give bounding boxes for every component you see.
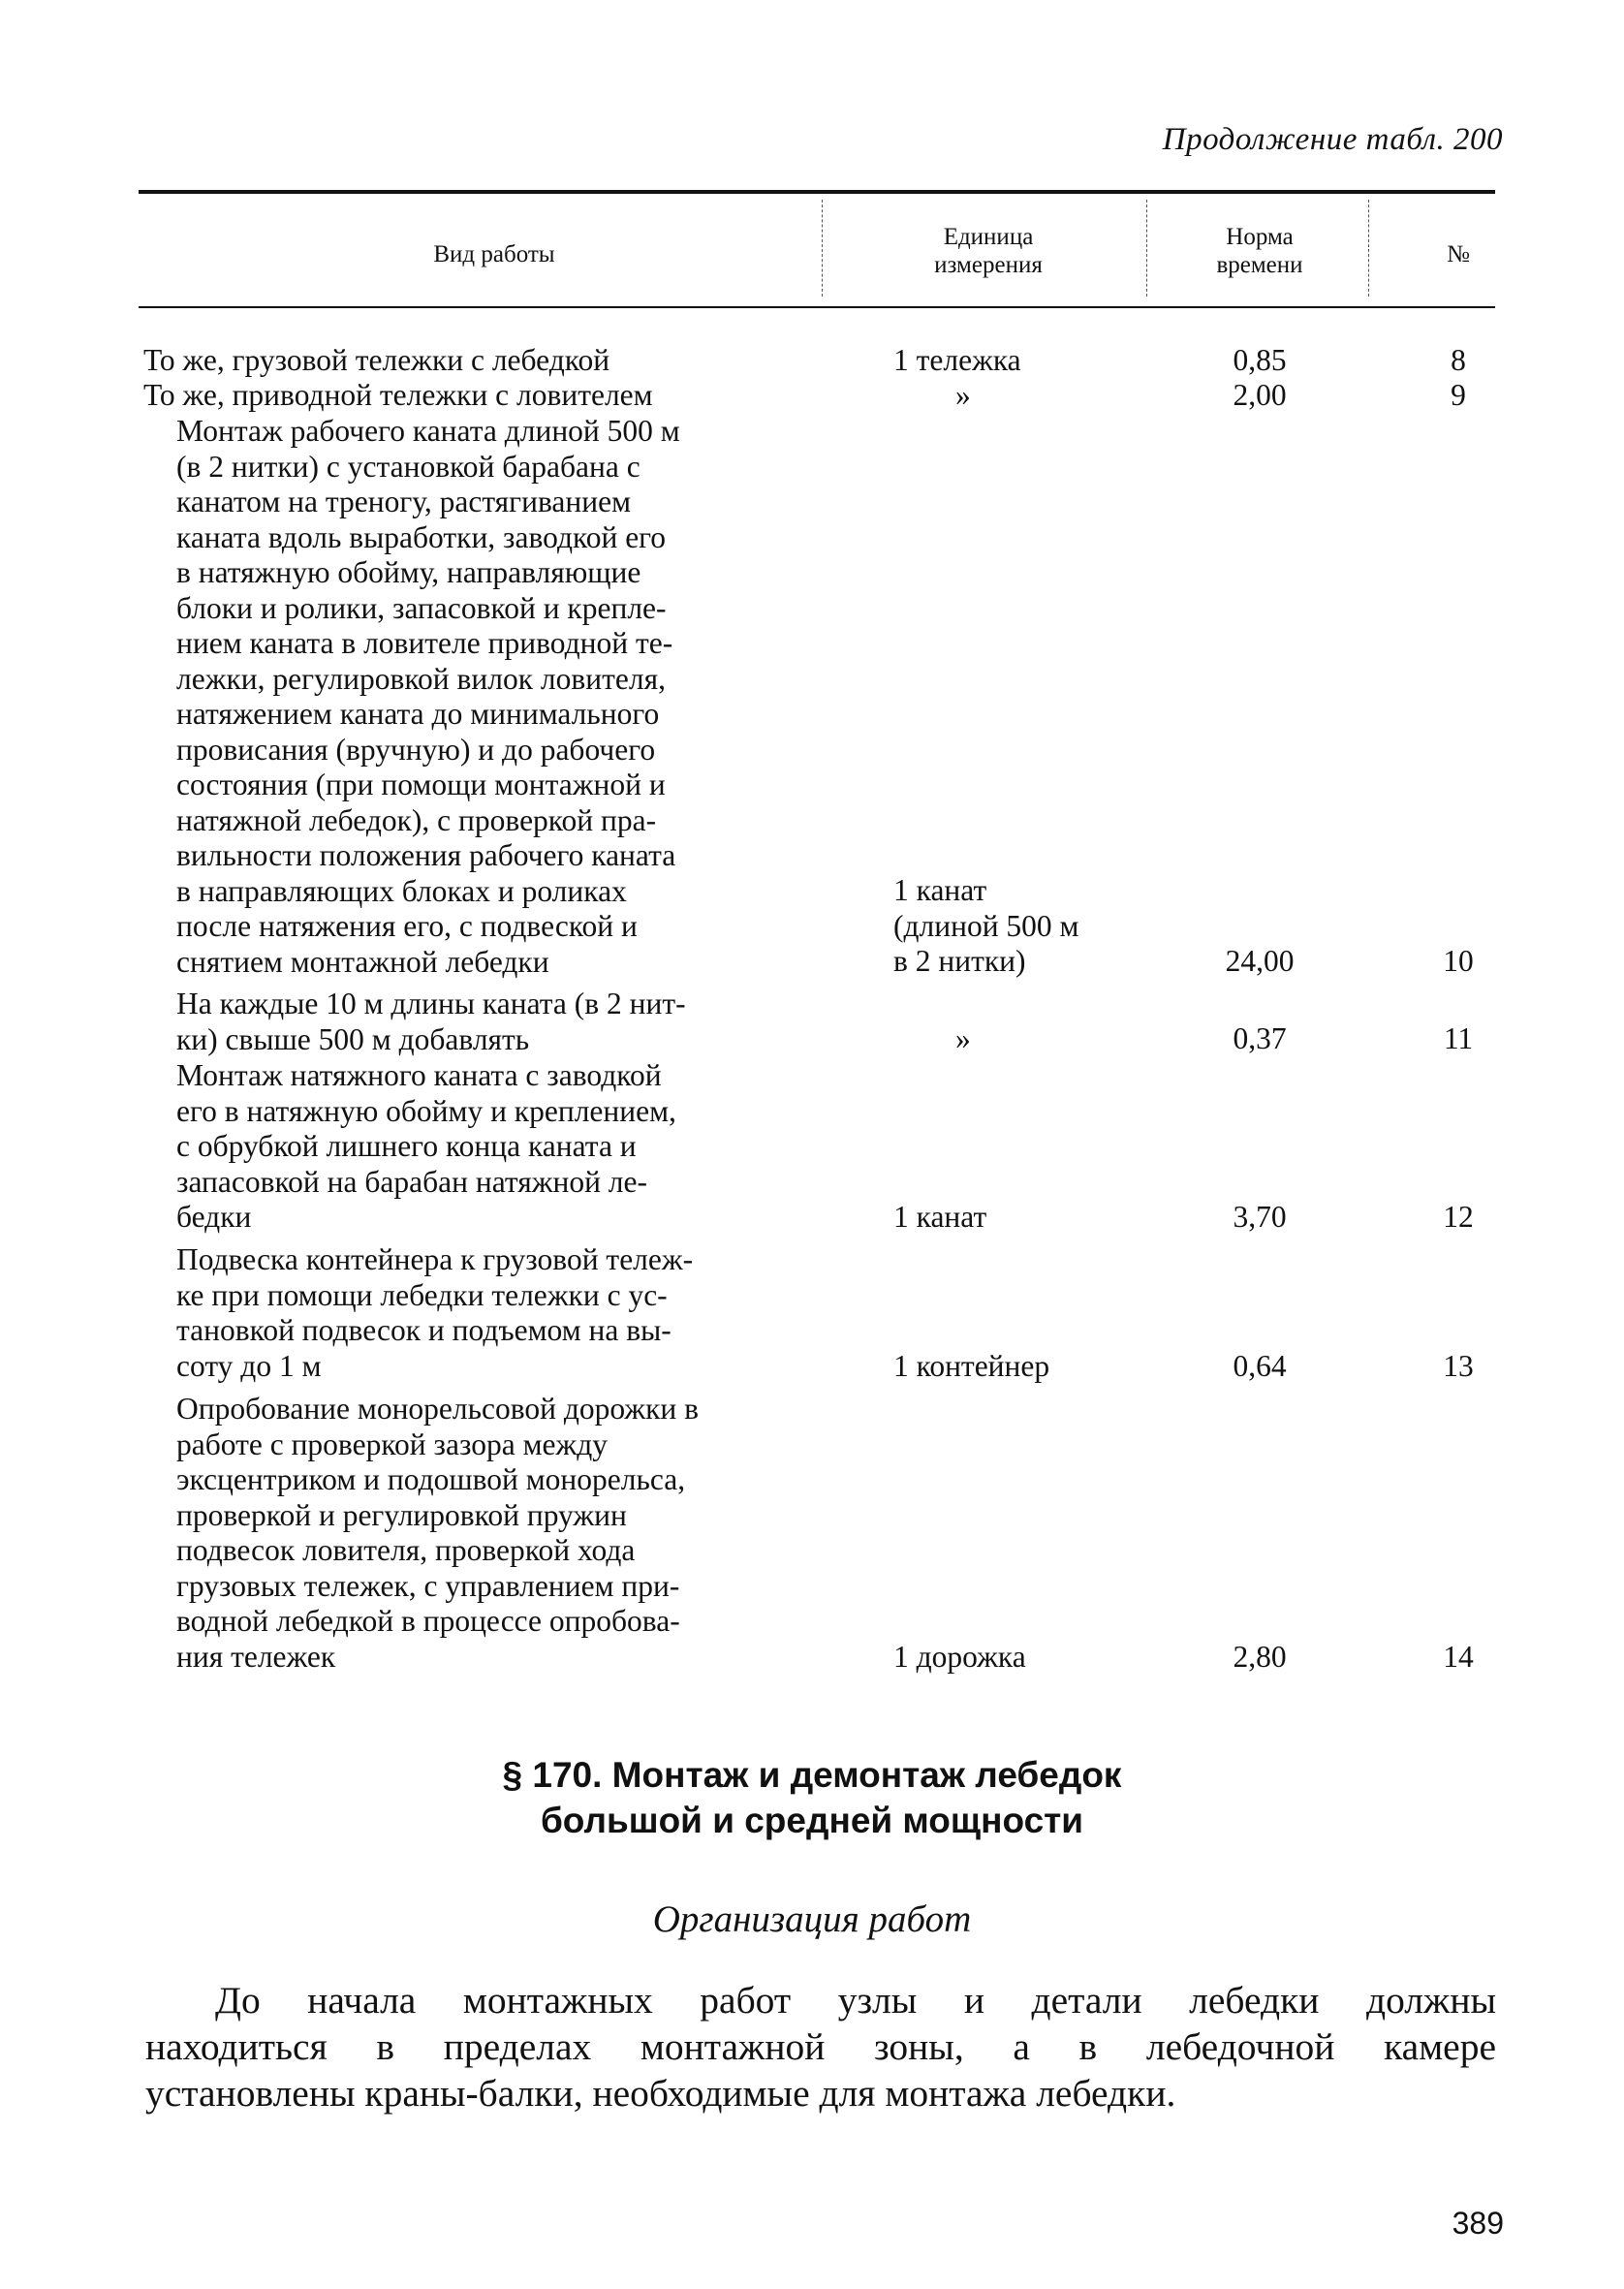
table-row-13-description <box>176 1242 822 1384</box>
row-text-line: бедки <box>176 1200 252 1234</box>
row-text-line: канатом на треногу, растягиванием <box>176 485 632 518</box>
row-text-line: в натяжную обойму, направляющие <box>176 555 641 589</box>
table-continuation-label: Продолжение табл. 200 <box>1162 122 1503 157</box>
paragraph-line: находиться в пределах монтажной зоны, а в лебедочной камере <box>145 2025 1496 2068</box>
row-text-line: ния тележек <box>176 1639 336 1674</box>
row-text-line: проверкой и регулировкой пружин <box>176 1497 627 1532</box>
row-text-line: тановкой подвесок и подъемом на вы- <box>176 1313 671 1347</box>
unit-line: в 2 нитки) <box>893 944 1026 978</box>
table-row-11-description <box>176 987 822 1057</box>
row-text-line: блоки и ролики, запасовкой и крепле- <box>176 590 667 625</box>
paragraph-line: До начала монтажных работ узлы и детали лебедки должны <box>215 1979 1496 2022</box>
table-row-13-norm: 0,64 <box>1233 1349 1287 1383</box>
body-paragraph <box>145 1977 1496 2117</box>
table-row-8-unit: 1 тележка <box>893 343 1021 377</box>
unit-line: (длиной 500 м <box>893 908 1079 943</box>
table-row-9-unit: » <box>955 378 971 412</box>
row-text-line: нием каната в ловителе приводной те- <box>176 626 673 660</box>
row-text-line: провисания (вручную) и до рабочего <box>176 732 656 767</box>
table-row-12-norm: 3,70 <box>1233 1200 1287 1234</box>
row-text-line: с обрубкой лишнего конца каната и <box>176 1129 637 1163</box>
row-text-line: натяжной лебедок), с проверкой пра- <box>176 802 657 837</box>
row-text-line: На каждые 10 м длины каната (в 2 нит- <box>176 987 686 1020</box>
column-header-norm <box>1172 223 1347 279</box>
row-text-line: Опробование монорельсовой дорожки в <box>176 1392 700 1426</box>
table-row-10-description <box>176 414 822 980</box>
table-row-8-number: 8 <box>1451 343 1466 377</box>
row-text-line: натяжением каната до минимального <box>176 697 660 731</box>
table-row-14-description <box>176 1392 822 1675</box>
table-row-12-number: 12 <box>1443 1200 1474 1234</box>
table-row-9-description <box>143 378 822 414</box>
table-row-10-unit <box>893 873 1079 980</box>
column-header-norm-line1: Норма <box>1226 224 1294 250</box>
table-row-13-unit: 1 контейнер <box>893 1349 1050 1383</box>
row-text-line: То же, грузовой тележки с лебедкой <box>143 343 610 377</box>
table-row-8-norm: 0,85 <box>1233 343 1287 377</box>
column-header-unit <box>872 223 1105 279</box>
column-divider <box>1146 200 1147 297</box>
table-row-14-number: 14 <box>1443 1640 1474 1674</box>
row-text-line: вильности положения рабочего каната <box>176 838 676 872</box>
row-text-line: грузовых тележек, с управлением при- <box>176 1568 680 1603</box>
row-text-line: Монтаж рабочего каната длиной 500 м <box>176 414 680 448</box>
row-text-line: эксцентриком и подошвой монорельса, <box>176 1462 686 1496</box>
table-top-rule <box>139 190 1495 194</box>
column-header-work-type: Вид работы <box>433 241 555 267</box>
row-text-line: водной лебедкой в процессе опробова- <box>176 1604 680 1638</box>
column-divider <box>822 200 823 297</box>
row-text-line: ки) свыше 500 м добавлять <box>176 1021 530 1056</box>
table-row-10-norm: 24,00 <box>1225 944 1295 978</box>
column-header-number: № <box>1447 241 1470 267</box>
paragraph-line: установлены краны-балки, необходимые для монтажа лебедки. <box>145 2072 1176 2115</box>
row-text-line: в направляющих блоках и роликах <box>176 873 627 908</box>
row-text-line: каната вдоль выработки, заводкой его <box>176 519 667 554</box>
row-text-line: соту до 1 м <box>176 1348 322 1383</box>
unit-line: 1 канат <box>893 873 987 907</box>
column-header-unit-line1: Единица <box>943 224 1034 250</box>
row-text-line: его в натяжную обойму и креплением, <box>176 1093 676 1128</box>
subheading: Организация работ <box>652 1898 972 1940</box>
table-row-9-number: 9 <box>1451 378 1466 412</box>
section-title <box>0 1752 1624 1843</box>
table-row-11-number: 11 <box>1443 1021 1474 1055</box>
table-row-12-description <box>176 1058 822 1236</box>
row-text-line: ке при помощи лебедки тележки с ус- <box>176 1277 668 1312</box>
column-header-norm-line2: времени <box>1216 252 1303 278</box>
table-row-13-number: 13 <box>1443 1349 1474 1383</box>
table-row-14-unit: 1 дорожка <box>893 1640 1026 1674</box>
row-text-line: снятием монтажной лебедки <box>176 944 549 979</box>
table-row-10-number: 10 <box>1443 944 1474 978</box>
row-text-line: после натяжения его, с подвеской и <box>176 909 638 943</box>
row-text-line: подвесок ловителя, проверкой хода <box>176 1533 636 1567</box>
column-header-unit-line2: измерения <box>934 252 1043 278</box>
row-text-line: работе с проверкой зазора между <box>176 1427 609 1461</box>
row-text-line: состояния (при помощи монтажной и <box>176 768 666 801</box>
table-row-12-unit: 1 канат <box>893 1200 987 1234</box>
table-row-8-description <box>143 343 822 379</box>
section-title-line: § 170. Монтаж и демонтаж лебедок <box>502 1755 1122 1795</box>
row-text-line: Монтаж натяжного каната с заводкой <box>176 1058 662 1092</box>
row-text-line: Подвеска контейнера к грузовой тележ- <box>176 1242 694 1276</box>
row-text-line: То же, приводной тележки с ловителем <box>143 378 653 412</box>
table-header-rule <box>139 306 1495 308</box>
row-text-line: лежки, регулировкой вилок ловителя, <box>176 661 666 696</box>
table-row-11-unit: » <box>955 1021 971 1055</box>
table-row-14-norm: 2,80 <box>1233 1640 1287 1674</box>
row-text-line: запасовкой на барабан натяжной ле- <box>176 1164 647 1199</box>
row-text-line: (в 2 нитки) с установкой барабана с <box>176 449 640 484</box>
table-row-11-norm: 0,37 <box>1233 1021 1287 1055</box>
table-row-9-norm: 2,00 <box>1233 378 1287 412</box>
page-number: 389 <box>1452 2206 1504 2241</box>
column-divider <box>1368 200 1369 297</box>
section-title-line: большой и средней мощности <box>540 1801 1084 1840</box>
